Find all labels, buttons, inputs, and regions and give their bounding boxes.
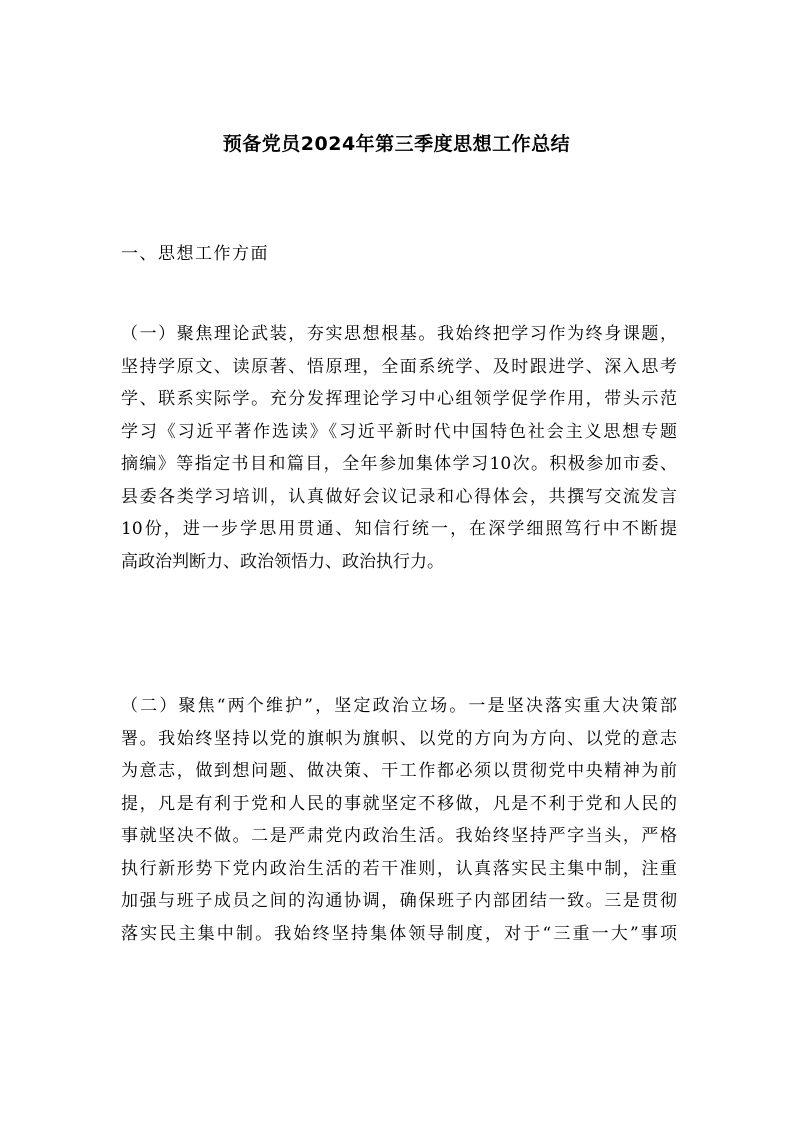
section-heading: 一、思想工作方面 <box>121 244 269 264</box>
paragraph-line: 10份，进一步学思用贯通、知信行统一，在深学细照笃行中不断提 <box>121 519 677 539</box>
paragraph-line: 为意志，做到想问题、做决策、干工作都必须以贯彻党中央精神为前 <box>121 761 677 781</box>
paragraph-line: 署。我始终坚持以党的旗帜为旗帜、以党的方向为方向、以党的意志 <box>121 728 677 749</box>
paragraph-line: 县委各类学习培训，认真做好会议记录和心得体会，共撰写交流发言 <box>121 486 677 507</box>
paragraph-line: 学、联系实际学。充分发挥理论学习中心组领学促学作用，带头示范 <box>121 389 677 409</box>
paragraph-line: 落实民主集中制。我始终坚持集体领导制度，对于“三重一大”事项 <box>121 923 677 944</box>
paragraph-line: （一）聚焦理论武装，夯实思想根基。我始终把学习作为终身课题， <box>121 324 677 344</box>
paragraph-line: （二）聚焦“两个维护”，坚定政治立场。一是坚决落实重大决策部 <box>121 696 677 716</box>
paragraph-line: 高政治判断力、政治领悟力、政治执行力。 <box>121 551 444 572</box>
paragraph-line: 加强与班子成员之间的沟通协调，确保班子内部团结一致。三是贯彻 <box>121 891 677 911</box>
paragraph-line: 坚持学原文、读原著、悟原理，全面系统学、及时跟进学、深入思考 <box>121 356 677 377</box>
paragraph-line: 摘编》等指定书目和篇目，全年参加集体学习10次。积极参加市委、 <box>121 454 677 474</box>
paragraph-line: 提，凡是有利于党和人民的事就坚定不移做，凡是不利于党和人民的 <box>121 793 677 814</box>
paragraph-line: 学习《习近平著作选读》《习近平新时代中国特色社会主义思想专题 <box>121 421 677 442</box>
paragraph-1 <box>121 318 677 578</box>
document-title: 预备党员2024年第三季度思想工作总结 <box>222 133 571 155</box>
paragraph-line: 事就坚决不做。二是严肃党内政治生活。我始终坚持严字当头，严格 <box>121 826 677 846</box>
paragraph-line: 执行新形势下党内政治生活的若干准则，认真落实民主集中制，注重 <box>121 858 677 879</box>
paragraph-2 <box>121 690 677 950</box>
